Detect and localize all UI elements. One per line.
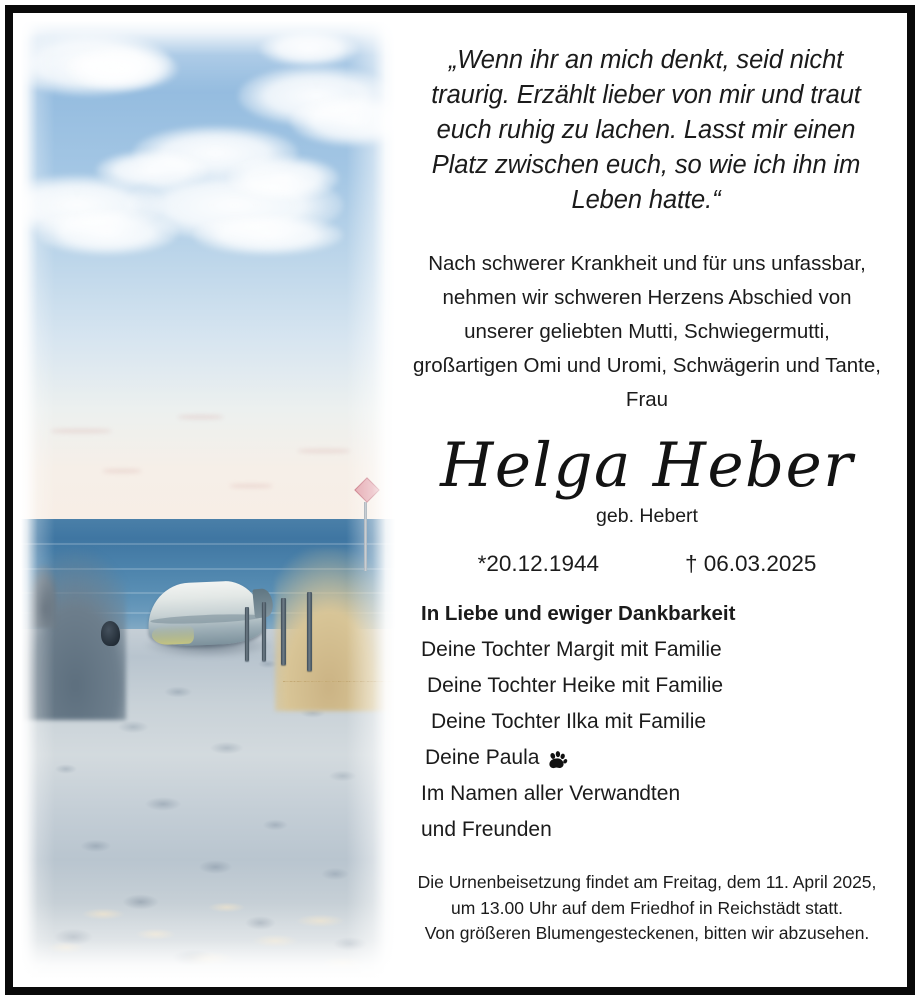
cloud-shape bbox=[260, 31, 357, 66]
sign-post bbox=[364, 502, 367, 571]
family-line-pet bbox=[425, 740, 891, 776]
beach-photo bbox=[21, 21, 395, 979]
memorial-quote: „Wenn ihr an mich denkt, seid nicht traurig. Erzählt lieber von mir und traut euch ruhig zu lachen. Lasst mir einen Platz zwischen euch, so wie ich ihn im Leben hatte.“ bbox=[431, 46, 861, 214]
intro-line: nehmen wir schweren Herzens Abschied von bbox=[442, 286, 852, 309]
family-line: Im Namen aller Verwandten bbox=[421, 782, 681, 805]
wooden-post bbox=[245, 607, 249, 661]
text-column bbox=[395, 13, 907, 987]
horizon-haze bbox=[51, 429, 111, 433]
cloud-shape bbox=[66, 46, 178, 91]
family-heading: In Liebe und ewiger Dankbarkeit bbox=[421, 602, 736, 625]
deceased-name: Helga Heber bbox=[440, 430, 854, 501]
horizon-haze bbox=[298, 449, 350, 453]
shore-stub bbox=[27, 565, 57, 628]
cloud-shape bbox=[36, 210, 178, 255]
wooden-post bbox=[262, 602, 266, 661]
sand-highlights bbox=[21, 867, 395, 979]
intro-paragraph bbox=[403, 247, 891, 417]
boat-hull-accent bbox=[152, 625, 194, 646]
cloud-shape bbox=[227, 156, 339, 201]
funeral-line: Von größeren Blumengesteckenen, bitten wir abzusehen. bbox=[424, 923, 870, 943]
birth-date: *20.12.1944 bbox=[477, 551, 599, 576]
family-line: Deine Tochter Margit mit Familie bbox=[421, 638, 722, 661]
horizon-haze bbox=[103, 469, 140, 473]
grass-blades bbox=[283, 557, 395, 682]
cloud-shape bbox=[193, 215, 343, 255]
intro-line: Nach schwerer Krankheit und für uns unfassbar, bbox=[428, 252, 866, 275]
family-line: Deine Tochter Ilka mit Familie bbox=[431, 710, 707, 733]
funeral-line: um 13.00 Uhr auf dem Friedhof in Reichstädt statt. bbox=[451, 897, 843, 918]
horizon-haze bbox=[178, 415, 223, 419]
black-frame-border bbox=[5, 5, 915, 995]
wooden-post bbox=[281, 598, 286, 665]
photo-column bbox=[13, 13, 395, 987]
intro-line: großartigen Omi und Uromi, Schwägerin und Tante, bbox=[413, 354, 881, 377]
family-line: und Freunden bbox=[421, 818, 552, 841]
paw-print-icon bbox=[546, 747, 568, 769]
cloud-shape bbox=[290, 96, 395, 146]
life-dates bbox=[403, 549, 891, 579]
family-line: Deine Tochter Heike mit Familie bbox=[427, 674, 724, 697]
wave-streak bbox=[21, 543, 395, 545]
wooden-post bbox=[307, 592, 312, 671]
death-date: † 06.03.2025 bbox=[685, 551, 817, 576]
family-block bbox=[421, 596, 891, 848]
intro-line: unserer geliebten Mutti, Schwiegermutti, bbox=[464, 320, 830, 343]
funeral-details bbox=[403, 870, 891, 947]
family-line-label: Deine Paula bbox=[425, 746, 540, 769]
sky-region bbox=[21, 21, 395, 519]
maiden-name: geb. Hebert bbox=[596, 505, 698, 527]
funeral-line: Die Urnenbeisetzung findet am Freitag, dem 11. April 2025, bbox=[417, 872, 877, 892]
intro-line: Frau bbox=[625, 388, 669, 411]
rock bbox=[101, 621, 120, 646]
horizon-haze bbox=[230, 484, 271, 488]
notice-inner bbox=[13, 13, 907, 987]
